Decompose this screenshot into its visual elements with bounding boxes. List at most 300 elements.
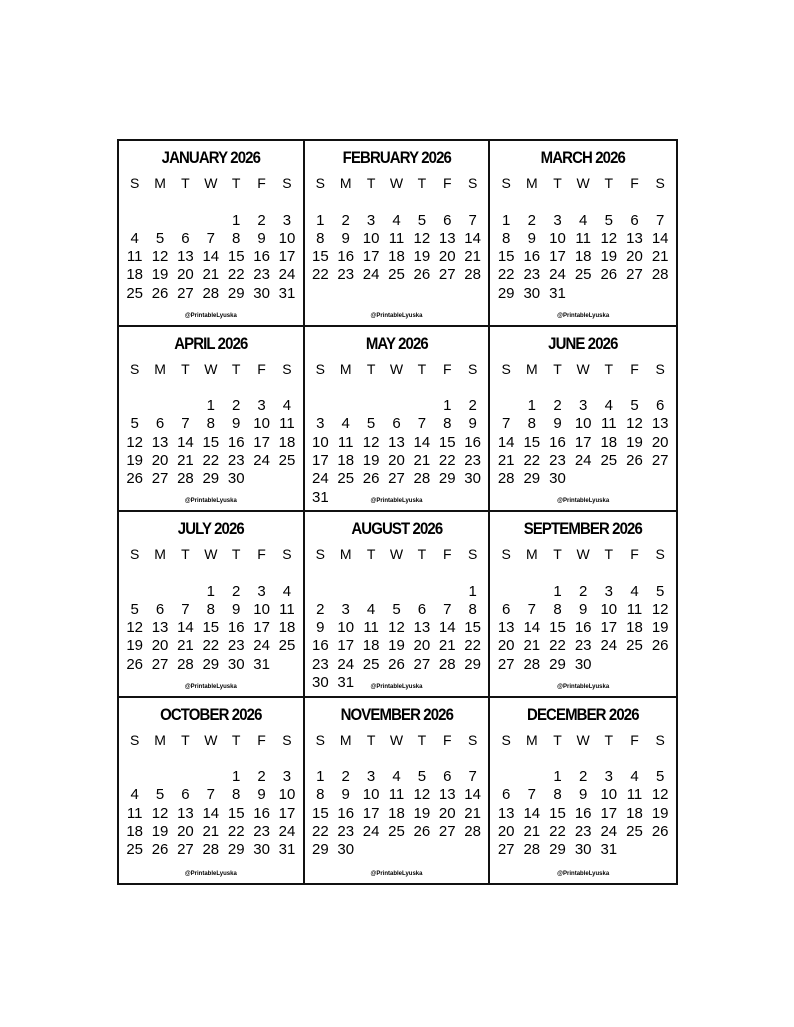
day-cell: 22 xyxy=(438,451,456,469)
day-cell: 27 xyxy=(438,266,456,284)
weekday-label: W xyxy=(204,546,218,562)
day-cell: 10 xyxy=(362,786,380,804)
day-cell: 1 xyxy=(232,768,241,786)
day-cell: 30 xyxy=(312,674,329,692)
day-cell: 16 xyxy=(337,804,355,822)
weekday-label: S xyxy=(282,546,292,562)
day-cell: 5 xyxy=(392,600,401,618)
day-cell: 26 xyxy=(126,470,144,488)
day-cell: 19 xyxy=(362,451,380,469)
day-cell: 26 xyxy=(362,470,380,488)
day-cell: 17 xyxy=(600,619,618,637)
empty-day-cell xyxy=(173,212,198,230)
day-cell: 15 xyxy=(549,804,566,822)
day-cell: 6 xyxy=(630,211,639,229)
day-cell: 30 xyxy=(574,841,592,859)
day-cell: 29 xyxy=(438,470,456,488)
day-cell: 5 xyxy=(366,415,376,433)
day-cell: 20 xyxy=(438,804,456,822)
day-cell: 16 xyxy=(549,433,566,451)
day-cell: 9 xyxy=(341,786,350,804)
weekday-label: M xyxy=(154,175,166,191)
weekday-label: S xyxy=(655,360,665,377)
day-cell: 5 xyxy=(417,211,427,229)
day-cell: 28 xyxy=(177,470,194,488)
day-cell: 5 xyxy=(155,229,165,247)
spacer xyxy=(122,564,300,569)
day-cell: 18 xyxy=(362,637,380,655)
day-cell: 22 xyxy=(227,266,245,284)
day-cell: 11 xyxy=(626,600,643,618)
day-cell: 13 xyxy=(151,433,169,451)
day-cell: 2 xyxy=(468,397,477,415)
day-cell: 24 xyxy=(362,266,380,284)
day-cell: 9 xyxy=(316,619,325,637)
day-cell: 14 xyxy=(464,229,481,247)
day-cell: 5 xyxy=(130,600,139,618)
weekday-label: W xyxy=(204,731,218,748)
empty-day-cell xyxy=(493,397,519,415)
day-cell: 20 xyxy=(413,637,431,655)
day-cell: 3 xyxy=(341,600,350,618)
day-cell: 20 xyxy=(497,637,515,655)
day-cell: 10 xyxy=(312,433,329,451)
day-cell: 25 xyxy=(337,470,355,488)
weekday-label: F xyxy=(257,546,266,562)
day-cell: 7 xyxy=(206,786,215,804)
day-cell: 9 xyxy=(527,229,536,247)
day-cell: 21 xyxy=(177,451,194,469)
day-cell: 29 xyxy=(523,470,541,488)
day-cell: 28 xyxy=(651,266,669,284)
day-cell: 12 xyxy=(626,415,643,433)
day-cell: 23 xyxy=(574,637,592,655)
day-cell: 2 xyxy=(578,768,588,786)
day-cell: 29 xyxy=(497,284,515,302)
day-cell: 8 xyxy=(553,786,562,804)
weekday-label: F xyxy=(630,546,639,562)
day-cell: 2 xyxy=(578,582,588,600)
weekday-label: F xyxy=(442,546,452,562)
month-title: MARCH 2026 xyxy=(540,148,626,167)
weekday-label: T xyxy=(604,360,614,377)
weekday-label: T xyxy=(553,546,562,562)
day-cell: 27 xyxy=(413,655,431,673)
day-cell: 6 xyxy=(443,211,452,229)
day-cell: 18 xyxy=(337,451,355,469)
day-cell: 27 xyxy=(497,655,515,673)
weekday-label: S xyxy=(130,546,140,562)
day-cell: 6 xyxy=(392,415,401,433)
month-title: JULY 2026 xyxy=(177,519,244,538)
spacer xyxy=(122,750,300,755)
day-cell: 25 xyxy=(388,822,405,840)
day-cell: 1 xyxy=(316,211,325,229)
day-cell: 7 xyxy=(206,229,215,247)
day-cell: 16 xyxy=(227,433,245,451)
weekday-label: S xyxy=(501,546,511,562)
weekday-label: S xyxy=(315,360,326,377)
empty-day-cell xyxy=(147,397,172,415)
day-cell: 8 xyxy=(232,229,241,247)
day-cell: 14 xyxy=(177,433,194,451)
credit-text: @PrintableLyuska xyxy=(557,683,610,690)
day-cell: 20 xyxy=(388,451,405,469)
day-cell: 21 xyxy=(497,451,515,469)
day-cell: 23 xyxy=(227,637,245,655)
day-cell: 30 xyxy=(464,470,481,488)
weekday-label: F xyxy=(630,175,639,191)
spacer xyxy=(493,379,673,384)
day-cell: 29 xyxy=(227,841,245,859)
day-cell: 7 xyxy=(443,600,452,618)
day-cell: 16 xyxy=(523,248,541,266)
day-cell: 3 xyxy=(366,768,376,786)
day-cell: 4 xyxy=(630,768,639,786)
day-cell: 12 xyxy=(413,786,431,804)
empty-day-cell xyxy=(198,768,223,786)
day-grid xyxy=(305,546,489,692)
day-cell: 26 xyxy=(626,451,643,469)
month-panel xyxy=(119,512,305,698)
day-cell: 27 xyxy=(626,266,643,284)
day-cell: 7 xyxy=(417,415,427,433)
day-cell: 3 xyxy=(282,768,292,786)
day-cell: 13 xyxy=(651,415,669,433)
month-panel xyxy=(305,698,491,884)
weekday-label: T xyxy=(181,731,190,748)
day-grid xyxy=(305,361,489,507)
day-cell: 15 xyxy=(549,619,566,637)
day-cell: 28 xyxy=(464,266,481,284)
day-cell: 7 xyxy=(501,415,511,433)
day-cell: 18 xyxy=(388,804,405,822)
empty-day-cell xyxy=(147,583,172,601)
day-cell: 22 xyxy=(312,822,329,840)
day-cell: 26 xyxy=(413,822,431,840)
day-cell: 13 xyxy=(497,804,515,822)
day-cell: 6 xyxy=(155,415,165,433)
day-cell: 13 xyxy=(438,786,456,804)
calendar-sheet xyxy=(117,139,678,885)
month-panel xyxy=(305,512,491,698)
day-cell: 2 xyxy=(257,768,266,786)
day-cell: 1 xyxy=(206,582,215,600)
credit-text: @PrintableLyuska xyxy=(184,312,237,319)
spacer xyxy=(308,564,486,569)
day-grid xyxy=(119,175,303,303)
day-cell: 2 xyxy=(316,600,325,618)
day-cell: 3 xyxy=(257,582,266,600)
weekday-label: T xyxy=(604,175,614,191)
day-cell: 28 xyxy=(202,841,220,859)
weekday-label: T xyxy=(366,731,376,748)
day-cell: 11 xyxy=(601,415,617,433)
day-cell: 27 xyxy=(151,655,169,673)
day-cell: 15 xyxy=(227,804,245,822)
day-cell: 8 xyxy=(527,415,536,433)
weekday-label: T xyxy=(366,360,376,377)
day-cell: 13 xyxy=(388,433,405,451)
day-cell: 30 xyxy=(253,284,270,302)
spacer xyxy=(493,564,673,569)
day-cell: 25 xyxy=(626,637,643,655)
day-cell: 19 xyxy=(388,637,405,655)
day-cell: 21 xyxy=(202,266,220,284)
weekday-label: S xyxy=(282,360,292,377)
credit-text: @PrintableLyuska xyxy=(370,871,423,877)
day-cell: 26 xyxy=(413,266,431,284)
day-cell: 12 xyxy=(413,229,431,247)
weekday-label: T xyxy=(553,731,562,748)
weekday-label: F xyxy=(630,360,639,377)
weekday-label: W xyxy=(204,360,218,377)
empty-day-cell xyxy=(308,583,333,601)
credit-text: @PrintableLyuska xyxy=(370,312,423,319)
weekday-label: M xyxy=(339,731,352,748)
day-cell: 24 xyxy=(312,470,329,488)
day-cell: 2 xyxy=(232,397,241,415)
day-cell: 13 xyxy=(177,248,194,266)
day-cell: 8 xyxy=(316,786,325,804)
day-cell: 28 xyxy=(413,470,431,488)
day-cell: 20 xyxy=(177,266,194,284)
weekday-label: T xyxy=(181,546,190,562)
day-cell: 29 xyxy=(549,841,566,859)
day-cell: 15 xyxy=(312,804,329,822)
day-cell: 11 xyxy=(279,415,295,433)
day-cell: 19 xyxy=(151,822,169,840)
empty-day-cell xyxy=(409,397,434,415)
day-cell: 23 xyxy=(337,266,355,284)
day-cell: 11 xyxy=(337,433,354,451)
day-cell: 21 xyxy=(651,248,669,266)
weekday-label: W xyxy=(576,731,590,748)
day-cell: 23 xyxy=(523,266,541,284)
day-cell: 3 xyxy=(604,582,613,600)
day-cell: 6 xyxy=(501,786,511,804)
spacer xyxy=(308,750,486,755)
day-cell: 16 xyxy=(253,804,270,822)
day-cell: 11 xyxy=(388,229,405,247)
day-cell: 30 xyxy=(523,284,541,302)
credit-text: @PrintableLyuska xyxy=(557,312,610,319)
day-cell: 1 xyxy=(232,211,241,229)
day-cell: 5 xyxy=(655,768,665,786)
day-cell: 4 xyxy=(366,600,376,618)
day-cell: 31 xyxy=(549,284,566,302)
day-cell: 22 xyxy=(549,822,566,840)
day-cell: 1 xyxy=(553,768,562,786)
day-cell: 25 xyxy=(278,637,296,655)
day-cell: 7 xyxy=(468,211,477,229)
day-cell: 9 xyxy=(341,229,350,247)
weekday-label: T xyxy=(366,175,376,191)
credit-text: @PrintableLyuska xyxy=(184,683,237,690)
day-cell: 18 xyxy=(574,248,592,266)
day-cell: 12 xyxy=(151,248,169,266)
empty-day-cell xyxy=(147,212,172,230)
weekday-label: M xyxy=(339,360,352,377)
weekday-label: T xyxy=(181,175,190,191)
day-cell: 19 xyxy=(626,433,643,451)
day-cell: 23 xyxy=(253,822,270,840)
day-cell: 17 xyxy=(549,248,566,266)
day-cell: 2 xyxy=(341,768,350,786)
day-cell: 6 xyxy=(417,600,427,618)
empty-day-cell xyxy=(333,397,358,415)
empty-day-cell xyxy=(519,583,545,601)
day-cell: 8 xyxy=(501,229,511,247)
day-cell: 28 xyxy=(177,655,194,673)
day-cell: 20 xyxy=(438,248,456,266)
day-cell: 5 xyxy=(130,415,139,433)
day-cell: 18 xyxy=(600,433,618,451)
day-cell: 9 xyxy=(578,786,588,804)
day-cell: 4 xyxy=(282,582,292,600)
credit-text: @PrintableLyuska xyxy=(557,498,610,504)
weekday-label: F xyxy=(257,731,266,748)
day-cell: 1 xyxy=(553,582,562,600)
day-cell: 4 xyxy=(604,397,613,415)
weekday-label: S xyxy=(467,546,478,562)
day-cell: 13 xyxy=(413,619,431,637)
day-cell: 23 xyxy=(253,266,270,284)
day-cell: 14 xyxy=(177,619,194,637)
day-cell: 2 xyxy=(232,582,241,600)
day-cell: 24 xyxy=(600,637,618,655)
weekday-label: W xyxy=(389,546,404,562)
day-cell: 7 xyxy=(181,415,190,433)
day-cell: 17 xyxy=(362,248,380,266)
weekday-label: M xyxy=(339,546,352,562)
day-cell: 17 xyxy=(278,804,296,822)
day-cell: 28 xyxy=(202,284,220,302)
day-cell: 6 xyxy=(181,229,190,247)
day-cell: 19 xyxy=(126,637,144,655)
month-title: FEBRUARY 2026 xyxy=(342,148,451,167)
day-cell: 9 xyxy=(257,229,266,247)
day-grid xyxy=(490,175,676,303)
day-cell: 10 xyxy=(278,786,296,804)
month-panel xyxy=(119,141,305,327)
weekday-label: T xyxy=(366,546,376,562)
spacer xyxy=(493,750,673,755)
weekday-label: M xyxy=(525,546,538,562)
day-cell: 15 xyxy=(497,248,515,266)
day-cell: 14 xyxy=(523,619,541,637)
day-cell: 18 xyxy=(278,619,296,637)
day-cell: 20 xyxy=(651,433,669,451)
weekday-label: S xyxy=(501,731,511,748)
weekday-label: T xyxy=(553,360,562,377)
month-title: DECEMBER 2026 xyxy=(527,704,639,724)
day-cell: 10 xyxy=(362,229,380,247)
weekday-label: M xyxy=(525,731,538,748)
weekday-label: S xyxy=(315,546,326,562)
day-cell: 22 xyxy=(202,637,220,655)
day-cell: 10 xyxy=(574,415,592,433)
day-cell: 17 xyxy=(600,804,618,822)
day-grid xyxy=(119,546,303,674)
day-cell: 31 xyxy=(312,488,329,506)
day-cell: 7 xyxy=(527,600,536,618)
day-cell: 5 xyxy=(655,582,665,600)
day-cell: 11 xyxy=(279,600,295,618)
day-cell: 9 xyxy=(257,786,266,804)
weekday-label: W xyxy=(389,360,404,377)
day-cell: 26 xyxy=(126,655,144,673)
day-cell: 15 xyxy=(312,248,329,266)
day-cell: 18 xyxy=(126,822,144,840)
day-cell: 1 xyxy=(527,397,536,415)
day-cell: 12 xyxy=(362,433,380,451)
day-cell: 15 xyxy=(438,433,456,451)
weekday-label: T xyxy=(181,360,190,377)
day-cell: 23 xyxy=(312,655,329,673)
month-panel xyxy=(490,698,676,884)
day-cell: 7 xyxy=(527,786,536,804)
day-cell: 2 xyxy=(257,211,266,229)
day-cell: 3 xyxy=(366,211,376,229)
credit-text: @PrintableLyuska xyxy=(184,498,237,504)
weekday-label: F xyxy=(630,731,639,748)
day-cell: 21 xyxy=(523,637,541,655)
day-cell: 3 xyxy=(553,211,562,229)
day-cell: 3 xyxy=(257,397,266,415)
weekday-label: M xyxy=(525,175,538,191)
day-cell: 17 xyxy=(253,619,270,637)
month-title: JUNE 2026 xyxy=(548,333,618,353)
day-cell: 25 xyxy=(626,822,643,840)
day-cell: 10 xyxy=(600,600,618,618)
weekday-label: W xyxy=(576,175,590,191)
day-cell: 15 xyxy=(464,619,481,637)
day-cell: 6 xyxy=(443,768,452,786)
weekday-label: M xyxy=(339,175,352,191)
day-cell: 2 xyxy=(527,211,536,229)
weekday-label: W xyxy=(389,175,404,191)
day-cell: 7 xyxy=(181,600,190,618)
credit-text: @PrintableLyuska xyxy=(184,871,237,877)
day-cell: 18 xyxy=(278,433,296,451)
weekday-label: W xyxy=(204,175,218,191)
weekday-label: S xyxy=(130,731,140,748)
day-cell: 13 xyxy=(438,229,456,247)
credit-text: @PrintableLyuska xyxy=(370,498,423,504)
day-cell: 28 xyxy=(438,655,456,673)
day-cell: 9 xyxy=(468,415,477,433)
day-cell: 27 xyxy=(177,284,194,302)
day-cell: 18 xyxy=(626,619,643,637)
day-cell: 15 xyxy=(227,248,245,266)
day-cell: 25 xyxy=(388,266,405,284)
day-cell: 21 xyxy=(413,451,431,469)
day-cell: 10 xyxy=(600,786,618,804)
weekday-label: S xyxy=(467,360,478,377)
day-cell: 8 xyxy=(206,415,215,433)
day-cell: 1 xyxy=(468,582,477,600)
day-cell: 16 xyxy=(227,619,245,637)
day-cell: 14 xyxy=(202,248,220,266)
day-cell: 31 xyxy=(278,841,296,859)
weekday-label: S xyxy=(130,175,140,191)
weekday-label: T xyxy=(604,546,614,562)
day-cell: 5 xyxy=(604,211,613,229)
day-cell: 25 xyxy=(574,266,592,284)
month-title: MAY 2026 xyxy=(365,333,428,353)
day-cell: 4 xyxy=(130,229,139,247)
